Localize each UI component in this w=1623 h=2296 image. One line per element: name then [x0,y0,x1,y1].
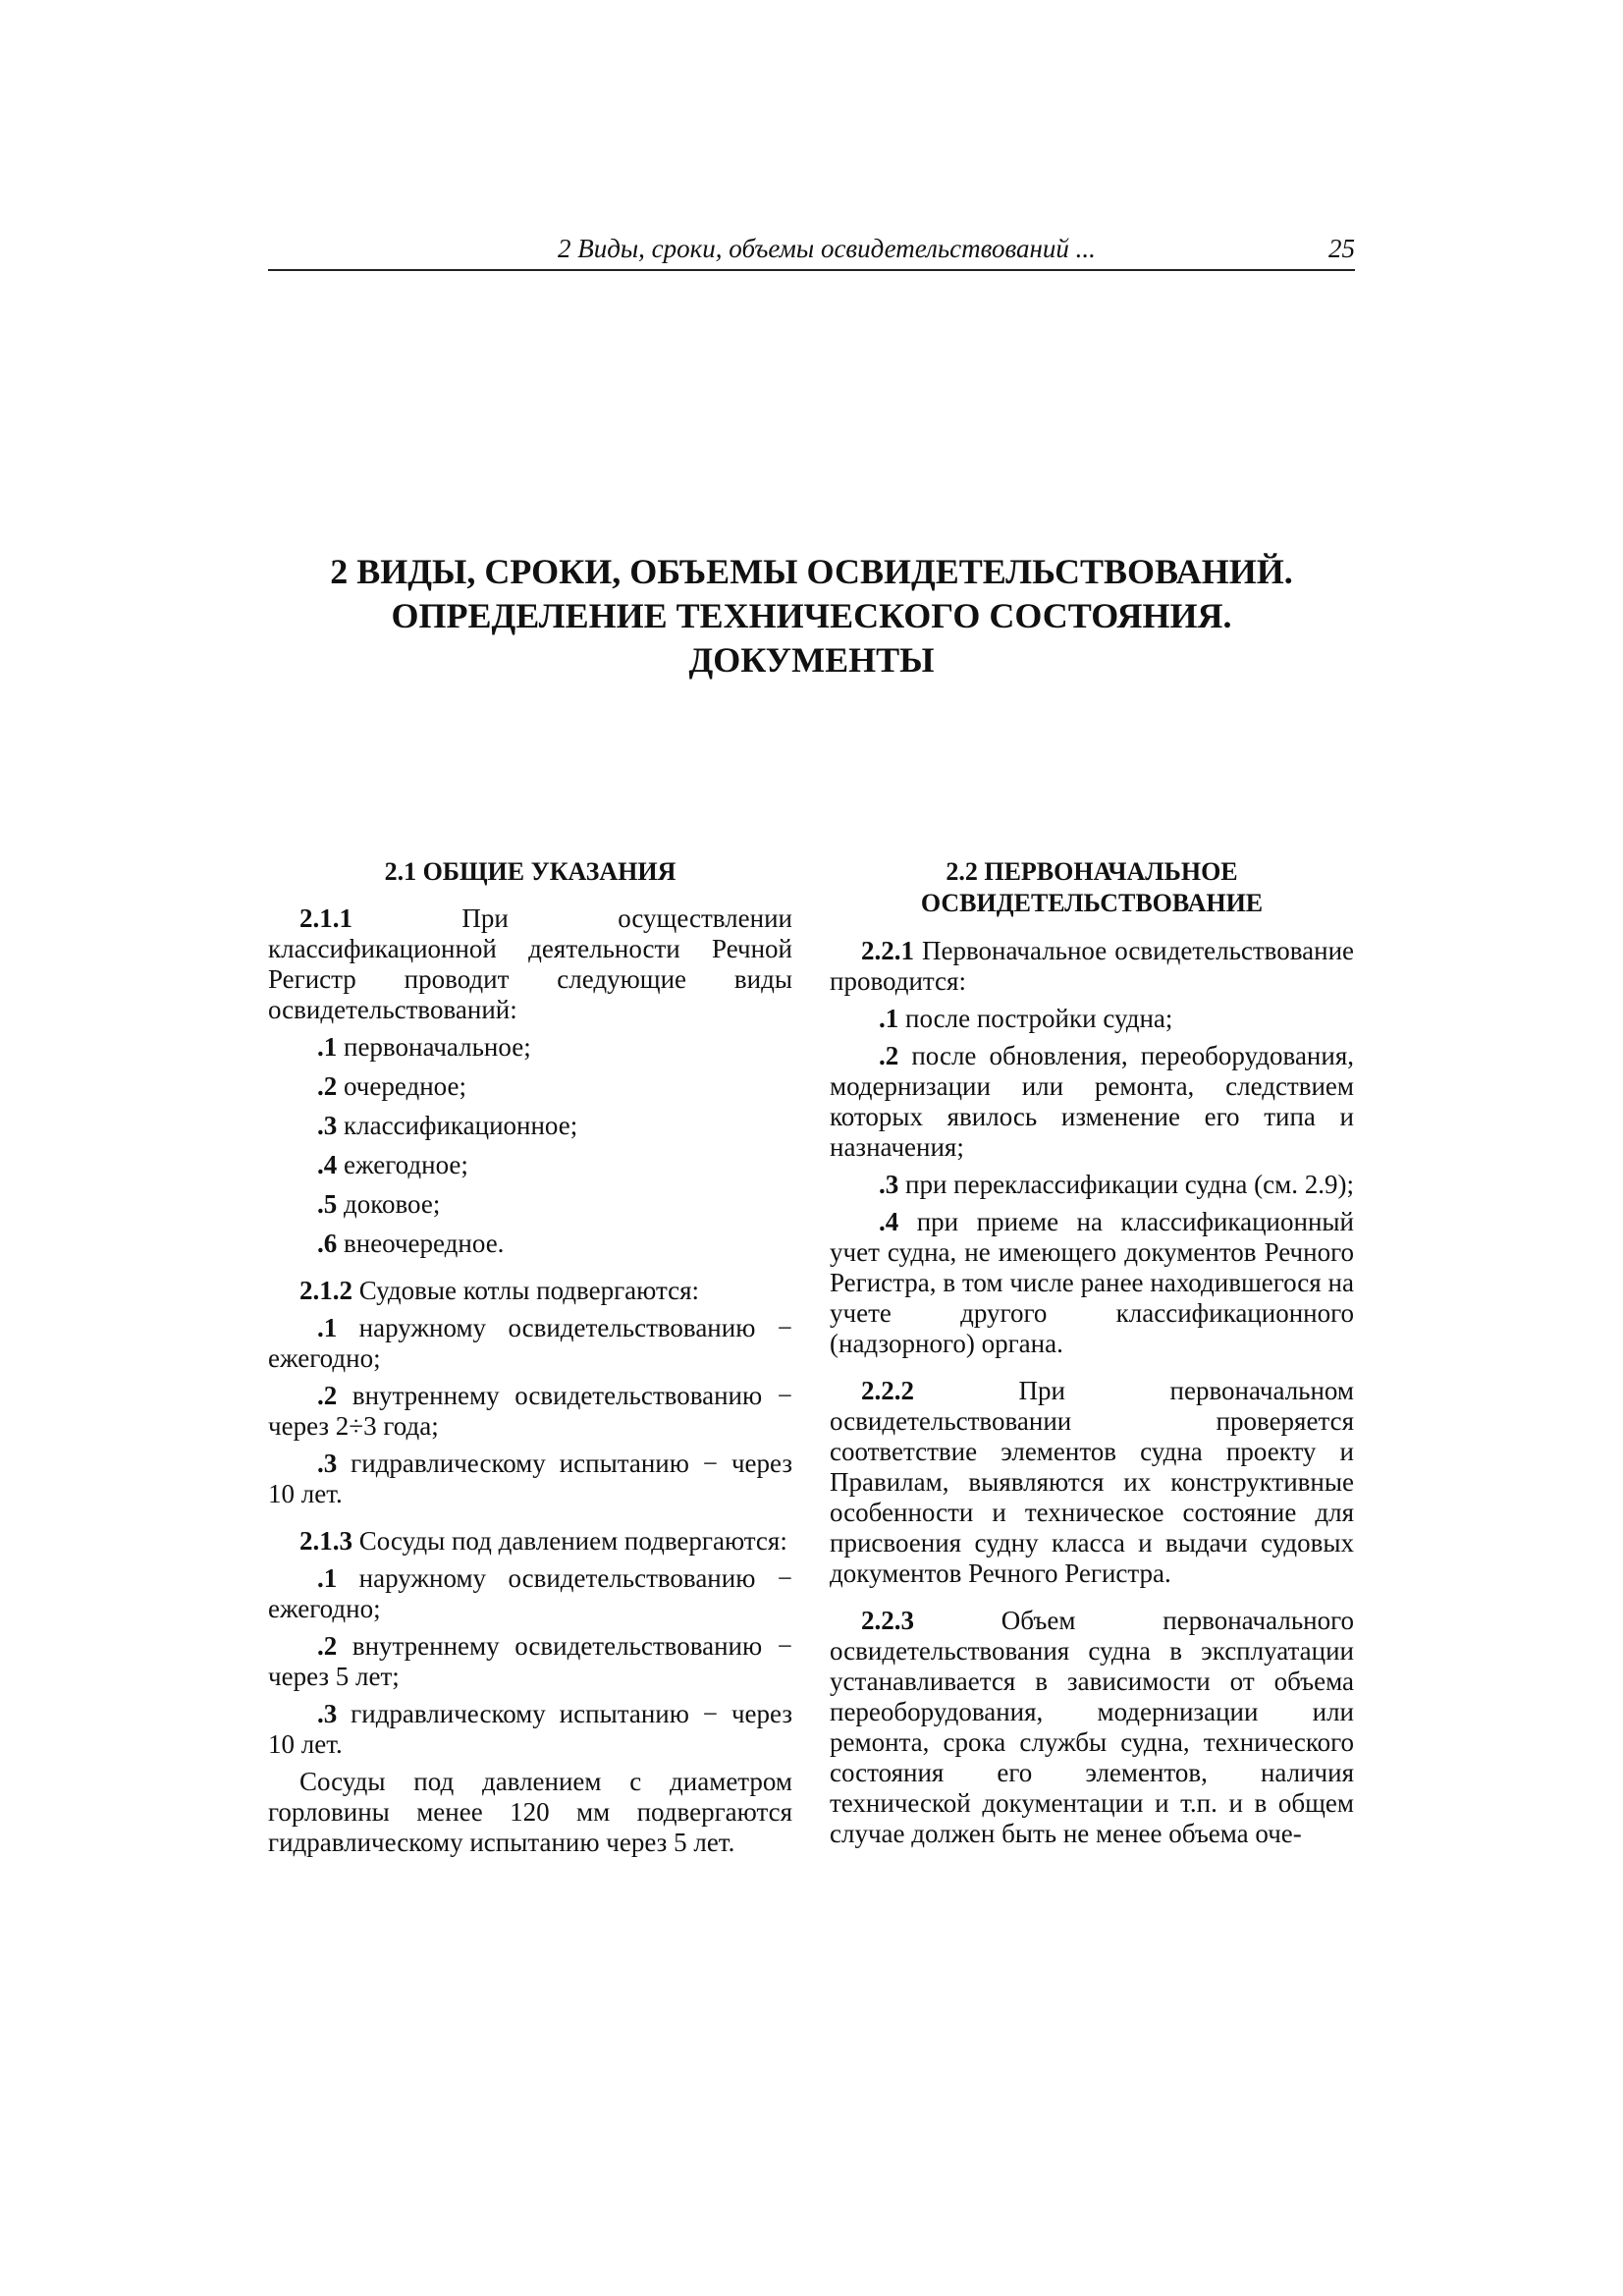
item-number: .1 [879,1004,899,1033]
left-column [268,856,792,1865]
right-column [830,856,1354,1856]
item-text: при переклассификации судна (см. 2.9); [898,1170,1354,1199]
item-number: .3 [317,1111,338,1140]
running-header [268,232,1355,271]
item-text: ежегодное; [337,1150,468,1179]
paragraph-text: Сосуды под давлением подвергаются: [352,1526,787,1556]
section-heading-2-2 [830,856,1354,919]
paragraph-text: При первоначальном освидетельствовании проверяется соответствие элементов судна проекту и Правилам, выявляются их конструктивные особенности и техническое состояние для присвоения судну класса и выдачи судовых документов Речного Регистра. [830,1376,1354,1588]
list-item [268,1631,792,1692]
list-item [268,1699,792,1760]
list-item [268,1032,792,1063]
list-item [268,1449,792,1509]
item-text: доковое; [337,1189,441,1219]
paragraph-text: Первоначальное освидетельствование проводится: [830,936,1354,996]
list-item [830,1207,1354,1359]
list-item [268,1189,792,1220]
item-number: .2 [317,1631,338,1661]
list-item [830,1041,1354,1163]
page-number: 25 [1328,234,1355,263]
chapter-title-line: 2 ВИДЫ, СРОКИ, ОБЪЕМЫ ОСВИДЕТЕЛЬСТВОВАНИЙ. [330,552,1293,591]
item-text: гидравлическому испытанию − через 10 лет. [268,1449,792,1508]
list-item [830,1004,1354,1034]
item-number: .5 [317,1189,338,1219]
list-item [268,1229,792,1259]
paragraph-text: Судовые котлы подвергаются: [352,1276,700,1305]
item-number: .1 [317,1563,338,1593]
paragraph-number: 2.2.2 [861,1376,914,1405]
item-number: .3 [317,1449,338,1478]
paragraph-number: 2.2.3 [861,1606,914,1635]
paragraph-number: 2.1.1 [299,903,352,933]
chapter-title-line: ДОКУМЕНТЫ [688,640,935,680]
item-number: .4 [317,1150,338,1179]
chapter-title [268,550,1355,683]
paragraph-text: При осуществлении классификационной деятельности Речной Регистр проводит следующие виды освидетельствований: [268,903,792,1024]
item-text: после постройки судна; [898,1004,1173,1033]
paragraph-2-2-3 [830,1606,1354,1849]
list-item [268,1313,792,1374]
chapter-title-line: ОПРЕДЕЛЕНИЕ ТЕХНИЧЕСКОГО СОСТОЯНИЯ. [391,596,1232,635]
item-text: гидравлическому испытанию − через 10 лет. [268,1699,792,1759]
section-heading-2-1: 2.1 ОБЩИЕ УКАЗАНИЯ [384,857,676,886]
paragraph-note: Сосуды под давлением с диаметром горловины менее 120 мм подвергаются гидравлическому испытанию через 5 лет. [268,1767,792,1857]
paragraph-2-1-3 [268,1526,792,1557]
paragraph-2-1-2 [268,1276,792,1306]
paragraph-2-2-2 [830,1376,1354,1589]
section-heading-line: ОСВИДЕТЕЛЬСТВОВАНИЕ [920,889,1264,917]
item-text: наружному освидетельствованию − ежегодно; [268,1313,792,1373]
item-number: .1 [317,1032,338,1062]
item-number: .2 [317,1381,338,1410]
item-text: первоначальное; [337,1032,531,1062]
paragraph-number: 2.1.3 [299,1526,352,1556]
item-number: .6 [317,1229,338,1258]
paragraph-number: 2.1.2 [299,1276,352,1305]
list-item [268,1381,792,1442]
list-item [268,1563,792,1624]
list-item [830,1170,1354,1200]
paragraph-number: 2.2.1 [861,936,914,965]
item-number: .2 [317,1071,338,1101]
item-text: очередное; [337,1071,466,1101]
item-number: .4 [879,1207,899,1236]
running-title: 2 Виды, сроки, объемы освидетельствований ... [558,234,1096,263]
item-number: .1 [317,1313,338,1342]
list-item [268,1150,792,1180]
list-item [268,1111,792,1141]
paragraph-2-1-1 [268,903,792,1025]
item-text: наружному освидетельствованию − ежегодно; [268,1563,792,1623]
item-text: внеочередное. [337,1229,505,1258]
paragraph-2-2-1 [830,936,1354,997]
item-text: внутреннему освидетельствованию − через 5 лет; [268,1631,792,1691]
item-number: .3 [317,1699,338,1728]
item-text: классификационное; [337,1111,578,1140]
item-text: внутреннему освидетельствованию − через 2÷3 года; [268,1381,792,1441]
section-heading-line: 2.2 ПЕРВОНАЧАЛЬНОЕ [946,857,1238,886]
paragraph-text: Объем первоначального освидетельствования судна в эксплуатации устанавливается в зависимости от объема переоборудования, модернизации или ремонта, срока службы судна, технического состояния его элементов, наличия технической документации и т.п. и в общем случае должен быть не менее объема оче- [830,1606,1354,1848]
item-number: .3 [879,1170,899,1199]
item-text: при приеме на классификационный учет судна, не имеющего документов Речного Регистра, в том числе ранее находившегося на учете другого классификационного (надзорного) органа. [830,1207,1354,1358]
item-text: после обновления, переоборудования, модернизации или ремонта, следствием которых явилось изменение его типа и назначения; [830,1041,1354,1162]
list-item [268,1071,792,1102]
item-number: .2 [879,1041,899,1070]
